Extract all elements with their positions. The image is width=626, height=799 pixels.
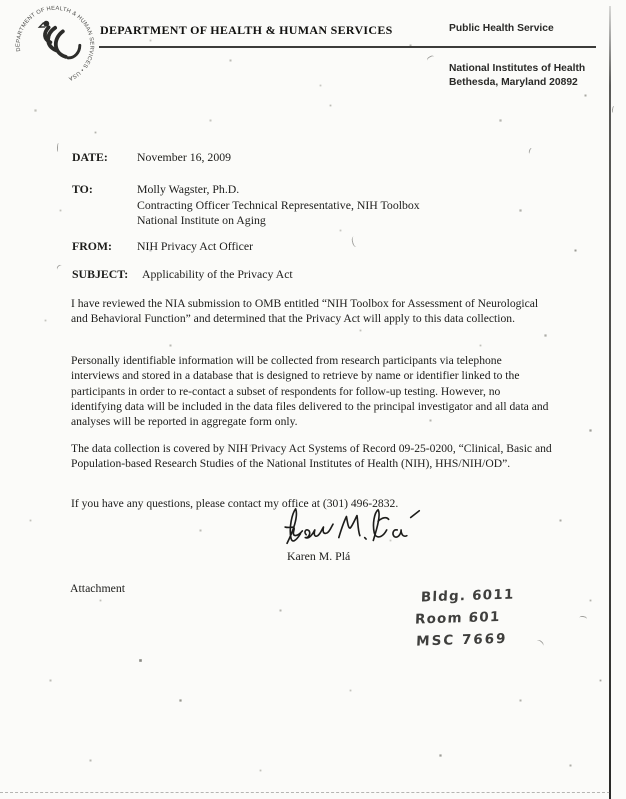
handwritten-line: MSC 7669 (415, 630, 508, 650)
field-to (72, 182, 420, 229)
public-health-service-label: Public Health Service (449, 23, 554, 34)
scan-edge-line (609, 6, 611, 799)
department-title: DEPARTMENT OF HEALTH & HUMAN SERVICES (100, 23, 393, 37)
eagle-glyph (38, 13, 83, 65)
handwritten-line: Bldg. 6011 (420, 586, 515, 606)
scan-speckles (0, 0, 1, 1)
scan-artifact (351, 235, 360, 247)
subject-label: SUBJECT: (72, 267, 129, 281)
signature-typed-name: Karen M. Plá (287, 549, 351, 563)
to-line: Contracting Officer Technical Representative, NIH Toolbox (137, 197, 420, 212)
subject-value: Applicability of the Privacy Act (142, 267, 293, 281)
nih-address-block (449, 62, 585, 89)
seal-ring-text: DEPARTMENT OF HEALTH & HUMAN SERVICES • USA (15, 5, 95, 82)
field-date (72, 150, 231, 166)
date-label: DATE: (72, 150, 108, 164)
body-paragraph-3: The data collection is covered by NIH Privacy Act Systems of Record 09-25-0200, “Clinical, Basic and Population-based Research Studies of the National Institutes of Health (NIH), HHS/NIH/OD”. (71, 442, 552, 471)
to-line: Molly Wagster, Ph.D. (137, 182, 240, 196)
scan-artifact (57, 143, 60, 152)
hhs-eagle-seal-icon (3, 0, 107, 97)
body-paragraph-4: If you have any questions, please contact my office at (301) 496-2832. (71, 497, 399, 510)
handwritten-signature (278, 505, 436, 551)
scan-bottom-line (0, 792, 610, 793)
scan-artifact (426, 54, 436, 63)
scan-artifact (528, 147, 534, 154)
field-from (72, 239, 253, 255)
to-label: TO: (72, 182, 93, 196)
handwritten-line: Room 601 (414, 608, 501, 628)
from-value: NIH Privacy Act Officer (137, 239, 254, 253)
date-value: November 16, 2009 (137, 150, 232, 164)
to-line: National Institute on Aging (137, 213, 266, 227)
scan-artifact (56, 264, 64, 272)
field-subject (72, 267, 293, 283)
nih-institute-line: National Institutes of Health (449, 63, 586, 74)
scan-artifact (612, 106, 617, 113)
attachment-label: Attachment (70, 581, 126, 595)
body-paragraph-2: Personally identifiable information will be collected from research participants via telephone interviews and stored in a database that is designed to retrieve by name or identifier linked to the participants in order to re-contact a subset of respondents for follow-up testing. However, no identifying data will be included in the data files delivered to the principal investigator and all data and analyses will be reported in aggregate form only. (71, 354, 549, 429)
to-value (137, 182, 420, 229)
from-label: FROM: (72, 239, 112, 253)
body-paragraph-1: I have reviewed the NIA submission to OMB entitled “NIH Toolbox for Assessment of Neurological and Behavioral Function” and determined that the Privacy Act will apply to this data collection. (71, 297, 539, 326)
scan-artifact (579, 615, 588, 622)
nih-city-line: Bethesda, Maryland 20892 (449, 76, 578, 88)
header-divider (99, 46, 596, 48)
scan-artifact (534, 639, 545, 650)
handwritten-note (414, 583, 515, 652)
